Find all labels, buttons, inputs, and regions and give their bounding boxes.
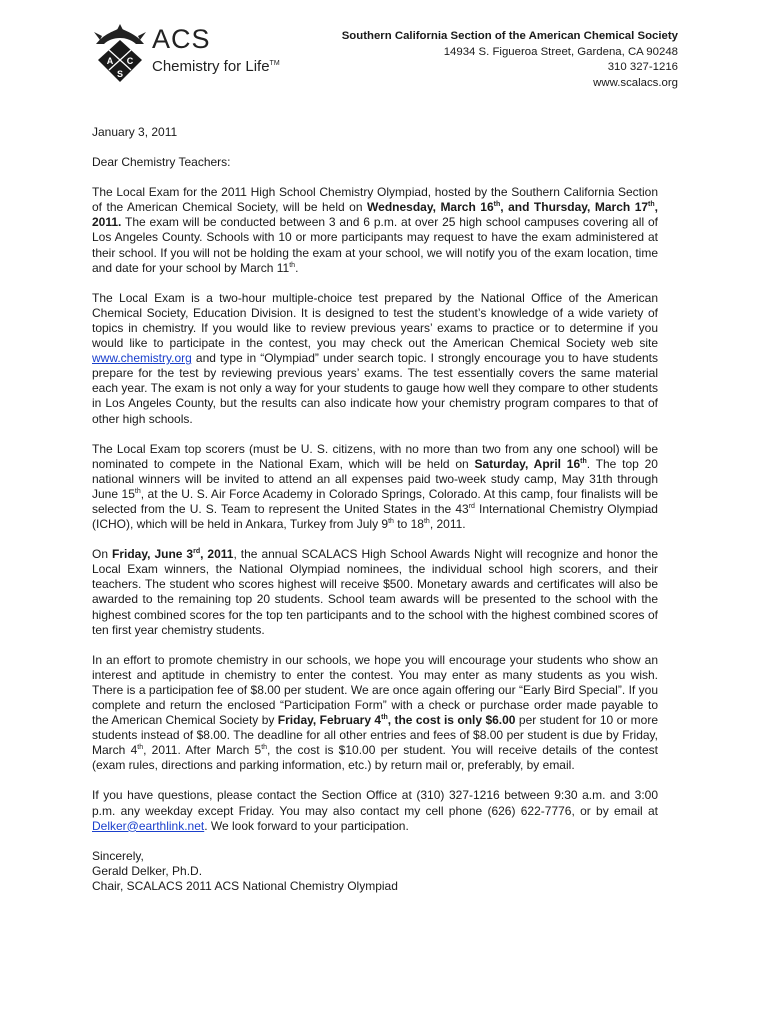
ordinal: th bbox=[261, 744, 268, 752]
emblem-letter-a: A bbox=[106, 56, 114, 66]
ordinal: th bbox=[381, 714, 388, 722]
paragraph-exam-description bbox=[92, 291, 658, 427]
letter-date: January 3, 2011 bbox=[92, 125, 178, 139]
text: . The top 20 national winners will be invited to attend an all expenses paid two-week study camp, May 31th through June 15 bbox=[92, 456, 658, 501]
logo-tagline bbox=[152, 58, 280, 75]
acs-logo bbox=[90, 22, 290, 86]
text: , 2011. bbox=[92, 200, 658, 230]
acs-emblem-icon bbox=[90, 22, 150, 84]
text: , the cost is $10.00 per student. You will receive details of the contest (exam rules, directions and parking information, etc.) by return mail or, preferably, by email. bbox=[92, 743, 658, 773]
text: and type in “Olympiad” under search topic. I strongly encourage you to have students prepare for the test by reviewing previous years’ exams. The test essentially covers the same material each year. The exam is not only a way for your students to gauge how well they compare to other students in Los Angeles County, but the results can also indicate how your chemistry program compares to that of other high schools. bbox=[92, 351, 658, 426]
text: The Local Exam top scorers (must be U. S. citizens, with no more than two from any one school) will be nominated to compete in the National Exam, which will be held on bbox=[92, 441, 658, 471]
text: The Local Exam for the 2011 High School Chemistry Olympiad, hosted by the Southern California Section of the American Chemical Society, will be held on bbox=[92, 185, 658, 215]
paragraph-awards-night bbox=[92, 547, 658, 638]
text: per student for 10 or more students instead of $8.00. The deadline for all other entries and fees of $8.00 per student is due by Friday, March 4 bbox=[92, 713, 659, 758]
text: , 2011. After March 5 bbox=[143, 743, 262, 758]
paragraph-contact bbox=[92, 788, 658, 833]
signer-title: Chair, SCALACS 2011 ACS National Chemistry Olympiad bbox=[92, 878, 398, 893]
letter-body bbox=[92, 125, 658, 894]
letterhead-address bbox=[342, 29, 678, 91]
ordinal: th bbox=[289, 261, 296, 269]
tagline-text: Chemistry for Life bbox=[152, 58, 270, 75]
text: The exam will be conducted between 3 and 6 p.m. at over 25 high school campuses covering all of Los Angeles County. Schools with 10 or more participants may request to have the exam administered at their school. If you will not be holding the exam at your school, we will notify you of the exam location, time and date for your school by March 11 bbox=[92, 215, 658, 275]
org-name: Southern California Section of the American Chemical Society bbox=[341, 30, 678, 42]
paragraph-participation-fees bbox=[92, 653, 658, 774]
text: In an effort to promote chemistry in our schools, we hope you will encourage your students who show an interest and aptitude in chemistry to enter the contest. You may enter as many students as you wish. There is a participation fee of $8.00 per student. We are once again offering our “Early Bird Special”. If you complete and return the enclosed “Participation Form” with a check or purchase order made payable to the American Chemical Society by bbox=[92, 652, 658, 728]
ordinal: th bbox=[134, 487, 141, 495]
street-address: 14934 S. Figueroa Street, Gardena, CA 90248 bbox=[443, 45, 678, 58]
text: International Chemistry Olympiad (ICHO), which will be held in Ankara, Turkey from July 9 bbox=[92, 501, 658, 532]
text: , 2011. bbox=[429, 517, 466, 532]
text: . bbox=[295, 260, 299, 275]
early-bird-deadline bbox=[278, 713, 516, 727]
text: . We look forward to your participation. bbox=[204, 818, 409, 833]
text: If you have questions, please contact the Section Office at (310) 327-1216 between 9:30 a.m. and 3:00 p.m. any weekday except Friday. You may also contact my cell phone (626) 622-7776, or by email at bbox=[92, 788, 658, 818]
email-link[interactable]: Delker@earthlink.net bbox=[92, 818, 205, 833]
website: www.scalacs.org bbox=[593, 76, 678, 89]
logo-acs-text: ACS bbox=[152, 24, 211, 54]
paragraph-exam-date bbox=[92, 185, 658, 276]
ordinal: rd bbox=[193, 548, 201, 556]
national-exam-date bbox=[475, 457, 587, 471]
text: Wednesday, March 16 bbox=[367, 200, 494, 215]
closing: Sincerely, bbox=[92, 848, 144, 863]
text: to 18 bbox=[393, 517, 424, 532]
text: , at the U. S. Air Force Academy in Colorado Springs, Colorado. At this camp, four finalists will be selected from the U. S. Team to represent the United States in the 43 bbox=[92, 486, 658, 516]
paragraph-national-exam bbox=[92, 442, 658, 533]
emblem-letter-s: S bbox=[116, 69, 124, 79]
salutation: Dear Chemistry Teachers: bbox=[92, 155, 231, 170]
text: , the cost is only $6.00 bbox=[387, 713, 516, 728]
awards-night-date bbox=[112, 547, 233, 561]
chemistry-org-link[interactable]: www.chemistry.org bbox=[92, 351, 192, 366]
ordinal: th bbox=[423, 518, 430, 526]
text: Saturday, April 16 bbox=[474, 456, 581, 471]
phone-number: 310 327-1216 bbox=[607, 61, 678, 73]
text: , the annual SCALACS High School Awards Night will recognize and honor the Local Exam winners, the National Olympiad nominees, the individual school high scorers, and their teachers. The student who scores highest will receive $500. Monetary awards and certificates will also be awarded to the remaining top 20 students. School team awards will be presented to the school with the highest combined scores for the top ten participants and to the school with the highest combined scores of ten first year chemistry students. bbox=[92, 547, 658, 637]
ordinal: rd bbox=[468, 502, 475, 510]
signer-name: Gerald Delker, Ph.D. bbox=[92, 863, 203, 878]
text: Friday, February 4 bbox=[277, 713, 382, 728]
text: Friday, June 3 bbox=[112, 547, 194, 562]
text: , 2011 bbox=[200, 547, 234, 562]
ordinal: th bbox=[137, 744, 144, 752]
text: , and Thursday, March 17 bbox=[500, 200, 649, 215]
ordinal: th bbox=[388, 518, 394, 526]
text: On bbox=[92, 547, 112, 562]
trademark: TM bbox=[269, 60, 280, 67]
text: The Local Exam is a two-hour multiple-choice test prepared by the National Office of the American Chemical Society, Education Division. It is designed to test the student’s knowledge of a wide variety of topics in chemistry. If you would like to review previous years’ exams to practice or to determine if you would like to participate in the contest, you may check out the American Chemical Society web site bbox=[92, 290, 658, 351]
signature-block bbox=[92, 849, 658, 894]
ordinal: th bbox=[648, 201, 655, 209]
emblem-letter-c: C bbox=[126, 56, 134, 66]
ordinal: th bbox=[580, 457, 587, 465]
ordinal: th bbox=[493, 201, 501, 209]
